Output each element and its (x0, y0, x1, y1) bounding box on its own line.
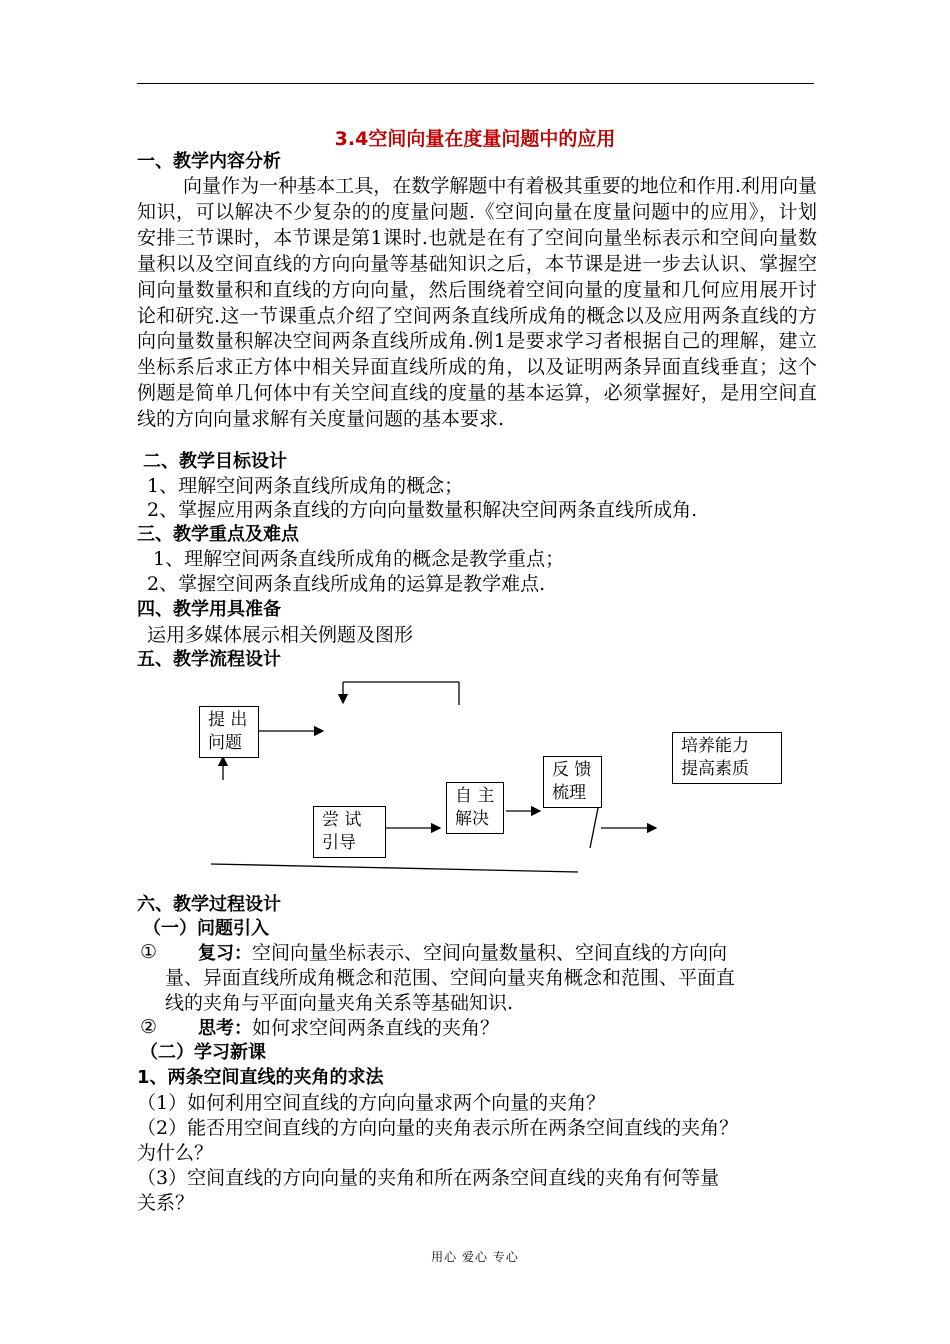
review-label: 复习： (198, 943, 252, 964)
section-3-heading: 三、教学重点及难点 (137, 524, 299, 545)
flow-box-3-line-1: 自 主 (455, 786, 495, 806)
flow-box-1-line-2: 问题 (208, 733, 242, 753)
marker-2: ② (140, 1016, 158, 1038)
review-line-3: 线的夹角与平面向量夹角关系等基础知识. (165, 992, 514, 1014)
think-label: 思考： (198, 1018, 252, 1039)
section-5-heading: 五、教学流程设计 (137, 649, 281, 670)
question-3-line-2: 关系？ (137, 1192, 195, 1214)
section-2-heading: 二、教学目标设计 (143, 451, 287, 472)
section-1-heading: 一、教学内容分析 (137, 151, 281, 172)
subsection-intro-heading: （一）问题引入 (143, 918, 269, 939)
goal-item-1: 1、理解空间两条直线所成角的概念； (147, 475, 464, 497)
flow-box-5-line-2: 提高素质 (681, 759, 749, 779)
think-line (198, 1016, 499, 1041)
marker-1: ① (140, 941, 158, 963)
question-3-line-1: （3）空间直线的方向向量的夹角和所在两条空间直线的夹角有何等量 (137, 1167, 720, 1189)
tools-text: 运用多媒体展示相关例题及图形 (147, 624, 414, 646)
goal-item-2: 2、掌握应用两条直线的方向向量数量积解决空间两条直线所成角. (147, 499, 698, 521)
flow-box-trial-guide (313, 806, 386, 858)
key-point-item-1: 1、理解空间两条直线所成角的概念是教学重点； (153, 548, 565, 570)
flow-box-1-line-1: 提 出 (208, 710, 248, 730)
flow-box-4-line-1: 反 馈 (552, 760, 592, 780)
flow-box-5-line-1: 培养能力 (681, 736, 749, 756)
flow-box-ability (672, 732, 782, 784)
page-footer: 用心 爱心 专心 (431, 1250, 519, 1264)
think-text: 如何求空间两条直线的夹角？ (252, 1017, 500, 1039)
flow-box-2-line-1: 尝 试 (322, 810, 362, 830)
review-line-2: 量、异面直线所成角概念和范围、空间向量夹角概念和范围、平面直 (165, 967, 736, 989)
subsection-new-heading: （二）学习新课 (140, 1042, 266, 1063)
flow-box-4-line-2: 梳理 (552, 783, 586, 803)
document-title: 3.4空间向量在度量问题中的应用 (334, 128, 616, 150)
flow-box-3-line-2: 解决 (455, 809, 489, 829)
section-4-heading: 四、教学用具准备 (137, 599, 281, 620)
question-2-line-1: （2）能否用空间直线的方向向量的夹角表示所在两条空间直线的夹角？ (137, 1117, 739, 1139)
flow-box-feedback (543, 756, 602, 808)
question-2-line-2: 为什么？ (137, 1142, 214, 1164)
review-line-1 (198, 941, 727, 966)
section-6-heading: 六、教学过程设计 (137, 894, 281, 915)
review-text-1: 空间向量坐标表示、空间向量数量积、空间直线的方向向 (252, 942, 728, 964)
flow-box-pose-question (199, 706, 259, 758)
key-point-item-2: 2、掌握空间两条直线所成角的运算是教学难点. (147, 573, 546, 595)
topic-1-heading: 1、两条空间直线的夹角的求法 (137, 1067, 384, 1088)
flow-box-2-line-2: 引导 (322, 833, 356, 853)
flow-box-self-solve (446, 782, 504, 834)
question-1: （1）如何利用空间直线的方向向量求两个向量的夹角？ (137, 1092, 606, 1114)
section-1-body: 向量作为一种基本工具，在数学解题中有着极其重要的地位和作用.利用向量知识，可以解决不少复杂的的度量问题.《空间向量在度量问题中的应用》，计划安排三节课时，本节课是第1课时.也就是在有了空间向量坐标表示和空间向量数量积以及空间直线的方向向量等基础知识之后，本节课是进一步去认识、掌握空间向量数量积和直线的方向向量，然后围绕着空间向量的度量和几何应用展开讨论和研究.这一节课重点介绍了空间两条直线所成角的概念以及应用两条直线的方向向量数量积解决空间两条直线所成角.例1是要求学习者根据自己的理解，建立坐标系后求正方体中相关异面直线所成的角，以及证明两条异面直线垂直；这个例题是简单几何体中有关空间直线的度量的基本运算，必须掌握好，是用空间直线的方向向量求解有关度量问题的基本要求. (137, 175, 817, 431)
